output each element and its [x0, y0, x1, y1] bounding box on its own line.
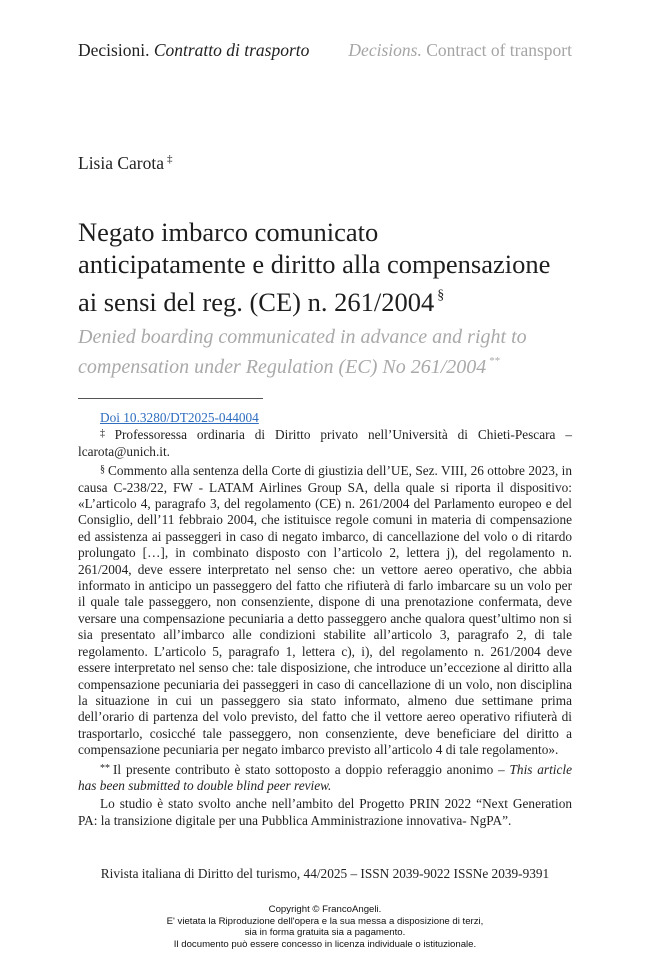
copyright-line: sia in forma gratuita sia a pagamento.	[244, 927, 406, 939]
subtitle-footnote-mark: **	[489, 355, 501, 367]
footnotes	[78, 410, 572, 829]
copyright-line: Copyright © FrancoAngeli.	[268, 904, 382, 915]
doi-link[interactable]: Doi 10.3280/DT2025-044004	[100, 410, 259, 425]
subtitle-line: Denied boarding communicated in advance and right to	[78, 326, 527, 348]
author-line	[78, 153, 173, 174]
running-head-right	[348, 40, 572, 61]
subtitle-line-text: compensation under Regulation (EC) No 261/2004	[78, 356, 487, 378]
footnote-funding: Lo studio è stato svolto anche nell’ambito del Progetto PRIN 2022 “Next Generation PA: la transizione digitale per una Pubblica Amministrazione innovativa- NgPA”.	[78, 796, 572, 828]
running-head-topic: Contratto di trasporto	[153, 40, 310, 60]
title-line: anticipatamente e diritto alla compensazione	[78, 249, 551, 279]
footnote-mark: **	[100, 762, 110, 774]
footnote-comment	[78, 462, 572, 758]
running-head	[78, 40, 572, 64]
doi-line	[78, 410, 572, 426]
author-name: Lisia Carota	[78, 153, 165, 173]
title-line-text: ai sensi del reg. (CE) n. 261/2004	[78, 287, 435, 317]
article-subtitle-en	[78, 325, 578, 379]
title-footnote-mark: §	[437, 288, 445, 303]
footnote-text: Commento alla sentenza della Corte di giustizia dell’UE, Sez. VIII, 26 ottobre 2023, in causa C-238/22, FW - LATAM Airlines Group SA, della quale si riporta il dispositivo: «L’articolo 4, paragrafo 3, del regolamento (CE) n. 261/2004 del Parlamento europeo e del Consiglio, dell’11 febbraio 2004, che istituisce regole comuni in materia di compensazione ed assistenza ai passeggeri in caso di negato imbarco, di cancellazione del volo o di ritardo prolungato […], in combinato disposto con l’articolo 2, lettera j), del regolamento n. 261/2004, deve essere interpretato nel senso che: un vettore aereo operativo, che abbia informato in anticipo un passeggero del fatto che rifiuterà di farlo imbarcare su un volo per il quale tale passeggero, non consenziente, dispone di una prenotazione confermata, deve versare una compensazione pecuniaria a detto passeggero anche qualora quest’ultimo non si sia presentato all’imbarco alle condizioni stabilite all’articolo 3, paragrafo 2, di tale regolamento. L’articolo 5, paragrafo 1, lettera c), i), del regolamento n. 261/2004 deve essere interpretato nel senso che: tale disposizione, che introduce un’eccezione al diritto alla compensazione pecuniaria dei passeggeri in caso di cancellazione di un volo, non disciplina la situazione in cui un passeggero sia stato informato, almeno due settimane prima dell’orario di partenza del volo previsto, del fatto che il vettore aereo operativo rifiuterà di trasportarlo, cosicché tale passeggero, non consenziente, deve beneficiare del diritto a compensazione pecuniaria per negato imbarco previsto all’articolo 4 di tale regolamento».	[78, 463, 572, 758]
running-head-section-en: Decisions.	[348, 40, 422, 60]
footnote-text: Professoressa ordinaria di Diritto privato nell’Università di Chieti-Pescara – lcarota@unich.it.	[78, 427, 572, 459]
footnote-mark: ‡	[100, 428, 112, 440]
running-head-left	[78, 40, 309, 61]
article-title	[78, 216, 578, 318]
footnote-mark: §	[100, 464, 105, 476]
footnote-review	[78, 761, 572, 795]
copyright-notice	[0, 904, 650, 950]
subtitle-line-last	[78, 349, 578, 379]
copyright-line: Il documento può essere concesso in licenza individuale o istituzionale.	[173, 938, 477, 950]
title-line: Negato imbarco comunicato	[78, 217, 379, 247]
footnote-author	[78, 426, 572, 460]
footnote-text: Il presente contributo è stato sottoposto a doppio referaggio anonimo –	[113, 761, 505, 777]
author-footnote-mark: ‡	[167, 153, 173, 165]
journal-citation: Rivista italiana di Diritto del turismo, 44/2025 – ISSN 2039-9022 ISSNe 2039-9391	[100, 866, 550, 881]
copyright-line: E' vietata la Riproduzione dell'opera e la sua messa a disposizione di terzi,	[166, 915, 484, 927]
footnote-rule	[78, 398, 263, 399]
footnote-text-italic: This article has been submitted to double blind peer review.	[78, 761, 572, 793]
running-head-section: Decisioni.	[78, 40, 150, 60]
running-head-topic-en: Contract of transport	[426, 40, 572, 60]
title-line-last	[78, 280, 578, 318]
